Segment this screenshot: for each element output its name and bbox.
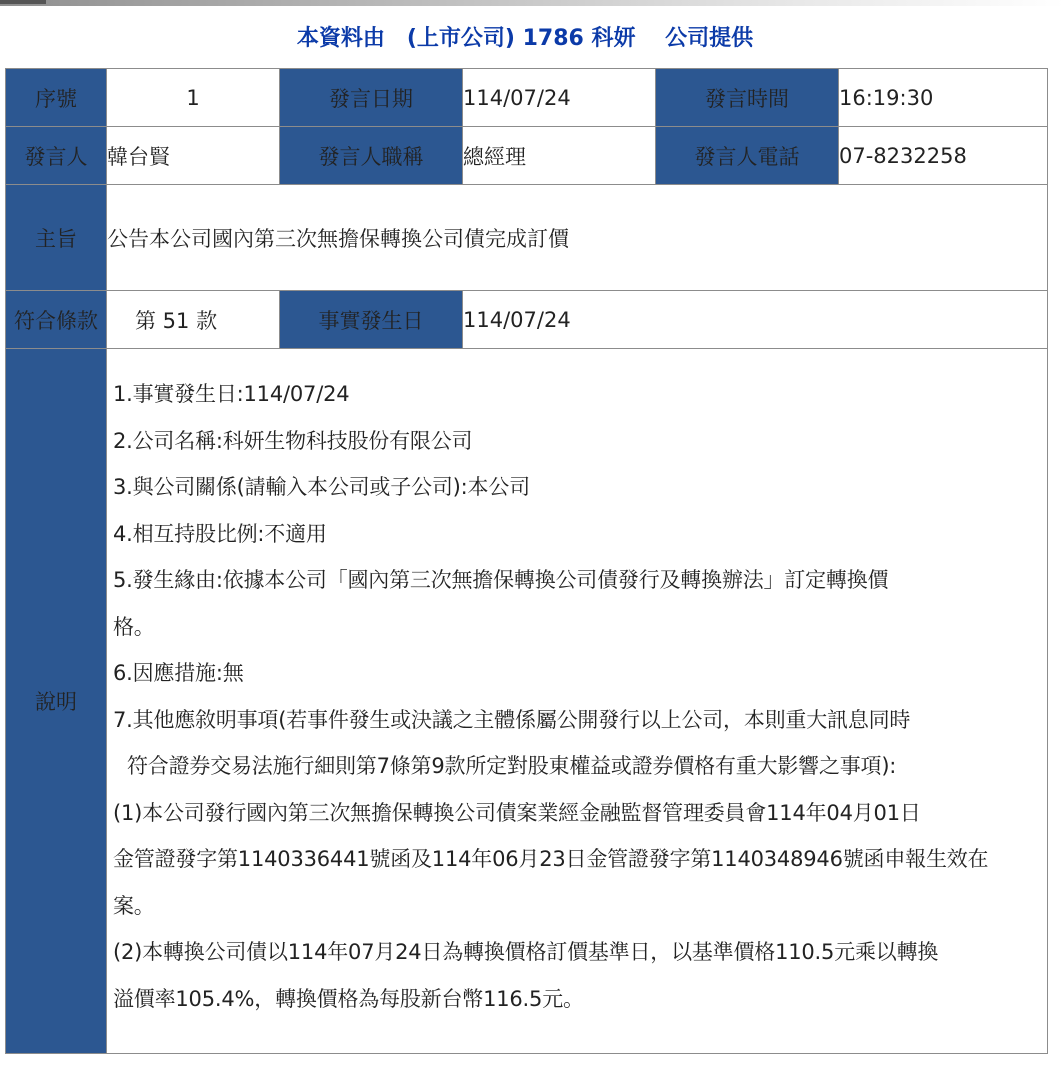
description-line: (1)本公司發行國內第三次無擔保轉換公司債案業經金融監督管理委員會114年04月01日: [113, 800, 921, 825]
time-label: 發言時間: [656, 69, 839, 127]
description-content: [107, 349, 1048, 1054]
description-line: 7.其他應敘明事項(若事件發生或決議之主體係屬公開發行以上公司，本則重大訊息同時: [113, 707, 911, 732]
table-row: [6, 69, 1048, 127]
clause-value: 第 51 款: [107, 291, 280, 349]
description-line: 案。: [113, 893, 155, 918]
description-line: 3.與公司關係(請輸入本公司或子公司):本公司: [113, 475, 530, 499]
table-row: [6, 185, 1048, 291]
event-date-value: 114/07/24: [463, 291, 1048, 349]
table-row: [6, 291, 1048, 349]
description-line: 1.事實發生日:114/07/24: [113, 382, 350, 406]
seq-label: 序號: [6, 69, 107, 127]
event-date-label: 事實發生日: [280, 291, 463, 349]
subject-label: 主旨: [6, 185, 107, 291]
description-label: 說明: [6, 349, 107, 1054]
speaker-label: 發言人: [6, 127, 107, 185]
speaker-title-value: 總經理: [463, 127, 656, 185]
description-line: 金管證發字第1140336441號函及114年06月23日金管證發字第1140348946號函申報生效在: [113, 847, 989, 871]
speaker-title-label: 發言人職稱: [280, 127, 463, 185]
subject-value: 公告本公司國內第三次無擔保轉換公司債完成訂價: [107, 185, 1048, 291]
table-row: [6, 349, 1048, 1054]
description-line: 5.發生緣由:依據本公司「國內第三次無擔保轉換公司債發行及轉換辦法」訂定轉換價: [113, 568, 889, 592]
date-value: 114/07/24: [463, 69, 656, 127]
speaker-phone-value: 07-8232258: [839, 127, 1048, 185]
description-line: 格。: [113, 614, 155, 639]
page-header: 本資料由 (上市公司) 1786 科妍 公司提供: [296, 26, 754, 51]
time-value: 16:19:30: [839, 69, 1048, 127]
top-decoration-bar: [0, 0, 1064, 6]
description-line: (2)本轉換公司債以114年07月24日為轉換價格訂價基準日，以基準價格110.5元乘以轉換: [113, 940, 939, 964]
speaker-value: 韓台賢: [107, 127, 280, 185]
clause-label: 符合條款: [6, 291, 107, 349]
announcement-table: [5, 68, 1048, 1054]
speaker-phone-label: 發言人電話: [656, 127, 839, 185]
description-line: 溢價率105.4%，轉換價格為每股新台幣116.5元。: [113, 986, 584, 1011]
table-row: [6, 127, 1048, 185]
description-line: 4.相互持股比例:不適用: [113, 521, 327, 546]
description-line: 2.公司名稱:科妍生物科技股份有限公司: [113, 428, 473, 453]
seq-value: 1: [107, 69, 280, 127]
top-decoration-mark: [0, 0, 46, 4]
description-line: 6.因應措施:無: [113, 661, 244, 685]
date-label: 發言日期: [280, 69, 463, 127]
description-line: 符合證券交易法施行細則第7條第9款所定對股東權益或證券價格有重大影響之事項):: [127, 754, 897, 778]
